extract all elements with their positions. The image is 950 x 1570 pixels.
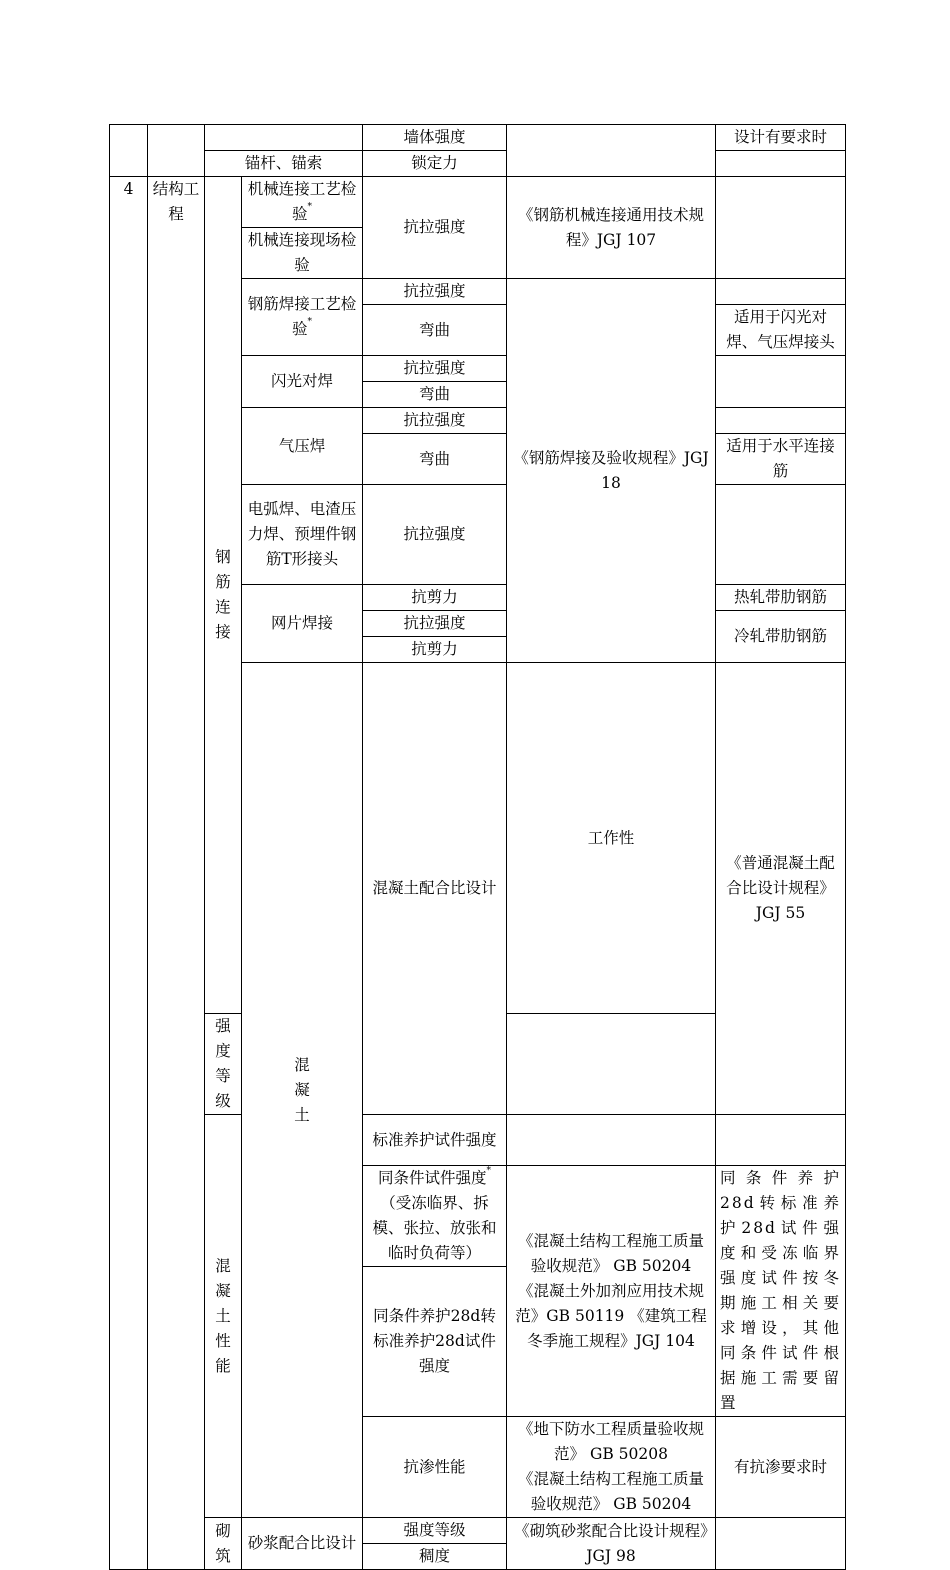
asterisk-mark: * — [307, 202, 312, 212]
table-row — [110, 1518, 846, 1544]
param-cell: 抗拉强度 — [363, 611, 507, 637]
item-cell: 闪光对焊 — [242, 356, 363, 408]
note-cell — [716, 1115, 846, 1166]
item-cell: 锚杆、锚索 — [205, 151, 363, 177]
standard-cell: 《钢筋焊接及验收规程》JGJ 18 — [507, 279, 716, 663]
cell-empty — [148, 125, 205, 177]
item-cell — [242, 177, 363, 228]
standard-text: 《建筑工程冬季施工规程》JGJ 104 — [527, 1306, 707, 1350]
note-cell: 有抗渗要求时 — [716, 1417, 846, 1518]
standard-line: 《混凝土结构工程施工质量验收规范》 GB 50204 — [517, 1470, 704, 1513]
standard-cell — [507, 1417, 716, 1518]
table-row — [110, 151, 846, 177]
item-cell: 气压焊 — [242, 408, 363, 485]
asterisk-mark: * — [307, 317, 312, 327]
note-cell: 适用于闪光对焊、气压焊接头 — [716, 305, 846, 356]
table-row — [110, 125, 846, 151]
note-cell — [507, 1014, 716, 1115]
item-cell: 电弧焊、电渣压力焊、预埋件钢筋T形接头 — [242, 485, 363, 585]
note-cell — [716, 408, 846, 434]
section-number: 4 — [110, 177, 148, 1570]
param-cell: 墙体强度 — [363, 125, 507, 151]
note-cell — [716, 177, 846, 279]
category-cell: 结构工程 — [148, 177, 205, 1570]
item-cell: 砂浆配合比设计 — [242, 1518, 363, 1570]
standard-line: 《地下防水工程质量验收规范》 GB 50208 — [517, 1420, 704, 1463]
standard-cell: 《砌筑砂浆配合比设计规程》JGJ 98 — [507, 1518, 716, 1570]
standard-line: 《混凝土结构工程施工质量验收规范》 GB 50204 — [517, 1231, 704, 1275]
cell-empty — [110, 125, 148, 177]
item-cell: 网片焊接 — [242, 585, 363, 663]
param-cell: 锁定力 — [363, 151, 507, 177]
note-cell — [716, 356, 846, 408]
param-cell: 同条件养护28d转标准养护28d试件强度 — [363, 1267, 507, 1417]
standard-line — [511, 1279, 711, 1354]
param-cell: 抗拉强度 — [363, 356, 507, 382]
standard-cell: 《钢筋机械连接通用技术规程》JGJ 107 — [507, 177, 716, 279]
param-cell: 抗拉强度 — [363, 279, 507, 305]
param-cell: 抗剪力 — [363, 637, 507, 663]
param-text: 同条件试件强度 — [377, 1169, 487, 1187]
asterisk-mark: * — [486, 1166, 491, 1176]
standard-cell: 《普通混凝土配合比设计规程》 JGJ 55 — [716, 663, 846, 1115]
item-cell — [242, 279, 363, 356]
item-cell: 混凝土配合比设计 — [363, 663, 507, 1115]
item-cell: 混凝土性能 — [205, 1115, 242, 1518]
param-cell: 强度等级 — [363, 1518, 507, 1544]
param-cell: 弯曲 — [363, 434, 507, 485]
note-cell: 冷轧带肋钢筋 — [716, 611, 846, 663]
note-cell — [716, 485, 846, 585]
item-cell: 机械连接现场检验 — [242, 228, 363, 279]
note-cell: 设计有要求时 — [716, 125, 846, 151]
cell-empty — [205, 125, 363, 151]
item-text: 机械连接工艺检验 — [247, 180, 357, 223]
param-cell: 抗拉强度 — [363, 485, 507, 585]
note-cell: 同条件养护28d转标准养护28d试件强度和受冻临界强度试件按冬期施工相关要求增设，其他同条件试件根据施工需要留置 — [716, 1166, 846, 1417]
standard-cell — [507, 1166, 716, 1417]
param-cell: 工作性 — [507, 663, 716, 1014]
note-cell: 热轧带肋钢筋 — [716, 585, 846, 611]
inspection-table — [109, 124, 846, 1570]
param-cell: 弯曲 — [363, 382, 507, 408]
param-cell: 弯曲 — [363, 305, 507, 356]
table-row — [110, 1115, 846, 1166]
param-cell: 强度等级 — [205, 1014, 242, 1115]
param-cell: 稠度 — [363, 1544, 507, 1570]
item-text: 钢筋焊接工艺检验 — [247, 295, 357, 338]
group-cell-concrete: 混 凝 土 — [242, 663, 363, 1518]
param-cell: 抗剪力 — [363, 585, 507, 611]
note-cell — [716, 1518, 846, 1570]
group-cell-masonry: 砌 筑 — [205, 1518, 242, 1570]
standard-text: 《混凝土外加剂应用技术规范》GB 50119 — [515, 1281, 704, 1325]
standard-cell — [507, 1115, 716, 1166]
param-text-detail: （受冻临界、拆模、张拉、放张和临时负荷等） — [372, 1194, 497, 1262]
param-cell: 抗拉强度 — [363, 408, 507, 434]
param-cell: 抗渗性能 — [363, 1417, 507, 1518]
group-cell-rebar: 钢 筋 连 接 — [205, 177, 242, 1014]
cell-empty — [716, 151, 846, 177]
param-cell: 抗拉强度 — [363, 177, 507, 279]
note-cell — [716, 279, 846, 305]
note-cell: 适用于水平连接筋 — [716, 434, 846, 485]
cell-empty — [507, 125, 716, 177]
param-cell: 标准养护试件强度 — [363, 1115, 507, 1166]
param-cell — [363, 1166, 507, 1267]
table-row — [110, 177, 846, 228]
